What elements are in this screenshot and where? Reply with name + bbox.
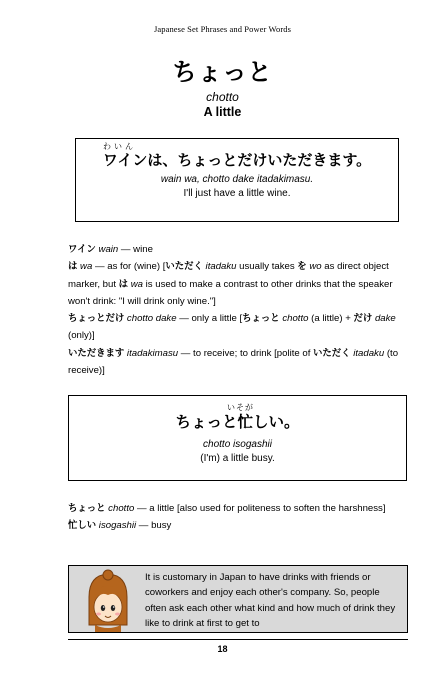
example-sentence-english: (I'm) a little busy. [200, 453, 275, 464]
example-sentence-english: I'll just have a little wine. [183, 188, 291, 199]
furigana-wain: わいん [103, 142, 136, 151]
note-text: (a little) + [308, 313, 354, 325]
japanese-term: は [118, 278, 129, 290]
footer-rule [68, 639, 408, 640]
page-title: ちょっと [172, 58, 273, 86]
vocab-notes-1 [68, 241, 410, 379]
note-paragraph [68, 241, 410, 258]
romaji-term: wo [306, 261, 322, 273]
note-text: as direct object marker, but [68, 261, 389, 290]
japanese-term: ワイン [68, 244, 96, 255]
japanese-term: ちょっと [68, 503, 106, 514]
romaji-term: wa [77, 261, 93, 273]
furigana-row [76, 139, 398, 151]
note-text: — as for (wine) [ [92, 261, 166, 273]
romaji-term: wa [128, 278, 143, 290]
note-text: usually takes [236, 261, 298, 273]
japanese-term: いただく [165, 261, 203, 273]
example-sentence-romaji: chotto isogashii [203, 439, 272, 450]
note-text: (only)] [68, 330, 95, 342]
example-box-2 [68, 395, 407, 481]
note-text: — busy [136, 520, 172, 532]
romaji-term: itadaku [350, 347, 385, 359]
girl-mascot-icon [83, 569, 133, 633]
romaji-term: chotto dake [124, 313, 177, 325]
romaji-term: isogashii [96, 520, 137, 532]
romaji-term: dake [372, 313, 396, 325]
example-sentence-japanese: ちょっと忙しい。 [175, 413, 300, 431]
note-text: (to receive)] [68, 347, 399, 377]
japanese-term: だけ [353, 313, 373, 325]
vocab-notes-2 [68, 500, 410, 535]
japanese-term: は [68, 261, 78, 273]
note-text: — to receive; to drink [polite of [178, 347, 314, 359]
note-paragraph [68, 500, 410, 517]
romaji-term: itadakimasu [124, 347, 179, 359]
note-paragraph [68, 310, 410, 345]
japanese-term: いただく [313, 347, 351, 359]
note-paragraph [68, 345, 410, 380]
japanese-term: 忙しい [68, 520, 97, 532]
example-box-1 [75, 138, 399, 222]
furigana-isoga: いそが [227, 403, 254, 412]
romaji-term: wain [95, 244, 119, 255]
japanese-term: いただきます [68, 347, 125, 359]
culture-note-text: It is customary in Japan to have drinks with friends or coworkers and enjoy each other's company. So, people often ask each other what kind and how much of drink they like to drink at first to get to [145, 572, 396, 629]
romaji-term: chotto [279, 313, 309, 325]
example-sentence-japanese: ワインは、ちょっとだけいただきます。 [102, 151, 372, 169]
title-block [0, 56, 445, 120]
culture-note-callout [68, 565, 408, 633]
japanese-term: ちょっと [242, 313, 280, 325]
title-romaji: chotto [206, 90, 239, 104]
japanese-term: を [297, 261, 307, 273]
example-sentence-romaji: wain wa, chotto dake itadakimasu. [160, 174, 314, 185]
note-text: — wine [118, 244, 153, 255]
note-paragraph [68, 517, 410, 534]
japanese-term: ちょっとだけ [68, 313, 125, 325]
note-text: is used to make a contrast to other drinks that the speaker won't drink: "I will drink only wine."] [68, 278, 393, 307]
note-text: — only a little [ [176, 313, 243, 325]
title-english: A little [203, 105, 242, 119]
page-number: 18 [217, 644, 228, 654]
romaji-term: itadaku [202, 261, 237, 273]
romaji-term: chotto [105, 503, 135, 514]
note-paragraph [68, 258, 410, 310]
furigana-row [69, 400, 406, 412]
running-header: Japanese Set Phrases and Power Words [153, 24, 292, 34]
note-text: — a little [also used for politeness to soften the harshness] [134, 503, 386, 514]
